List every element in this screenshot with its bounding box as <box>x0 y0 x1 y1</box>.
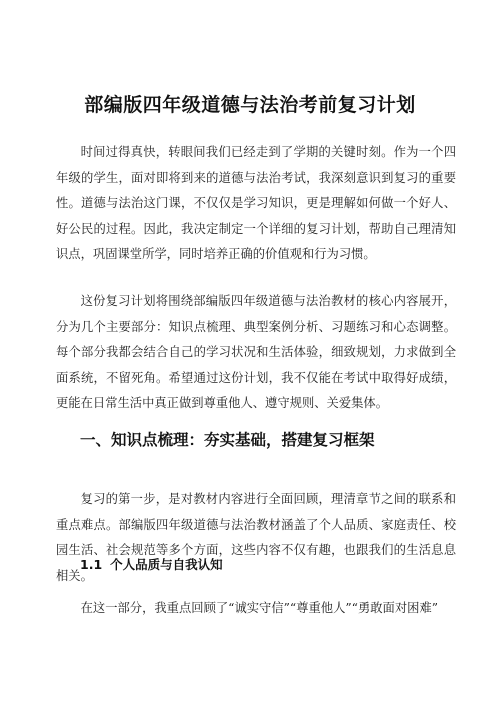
subsection-number: 1.1 <box>80 557 103 572</box>
subsection-1-1-heading <box>80 555 223 573</box>
document-title: 部编版四年级道德与法治考前复习计划 <box>84 94 416 116</box>
subsection-1-1-paragraph: 在这一部分，我重点回顾了“诚实守信”“尊重他人”“勇敢面对困难” <box>80 601 439 615</box>
section-1-heading: 一、知识点梳理：夯实基础，搭建复习框架 <box>80 431 375 449</box>
subsection-title: 个人品质与自我认知 <box>110 557 223 572</box>
intro-paragraph-1: 时间过得真快，转眼间我们已经走到了学期的关键时刻。作为一个四年级的学生，面对即将到来的道德与法治考试，我深刻意识到复习的重要性。道德与法治这门课，不仅仅是学习知识，更是理解如何做一个好人、好公民的过程。因此，我决定制定一个详细的复习计划，帮助自己理清知识点，巩固课堂所学，同时培养正确的价值观和行为习惯。 <box>56 145 456 261</box>
intro-paragraph-2: 这份复习计划将围绕部编版四年级道德与法治教材的核心内容展开，分为几个主要部分：知识点梳理、典型案例分析、习题练习和心态调整。每个部分我都会结合自己的学习状况和生活体验，细致规划，力求做到全面系统，不留死角。希望通过这份计划，我不仅能在考试中取得好成绩，更能在日常生活中真正做到尊重他人、遵守规则、关爱集体。 <box>56 294 456 410</box>
section-1-paragraph: 复习的第一步，是对教材内容进行全面回顾，理清章节之间的联系和重点难点。部编版四年级道德与法治教材涵盖了个人品质、家庭责任、校园生活、社会规范等多个方面，这些内容不仅有趣，也跟我们的生活息息相关。 <box>56 492 456 583</box>
